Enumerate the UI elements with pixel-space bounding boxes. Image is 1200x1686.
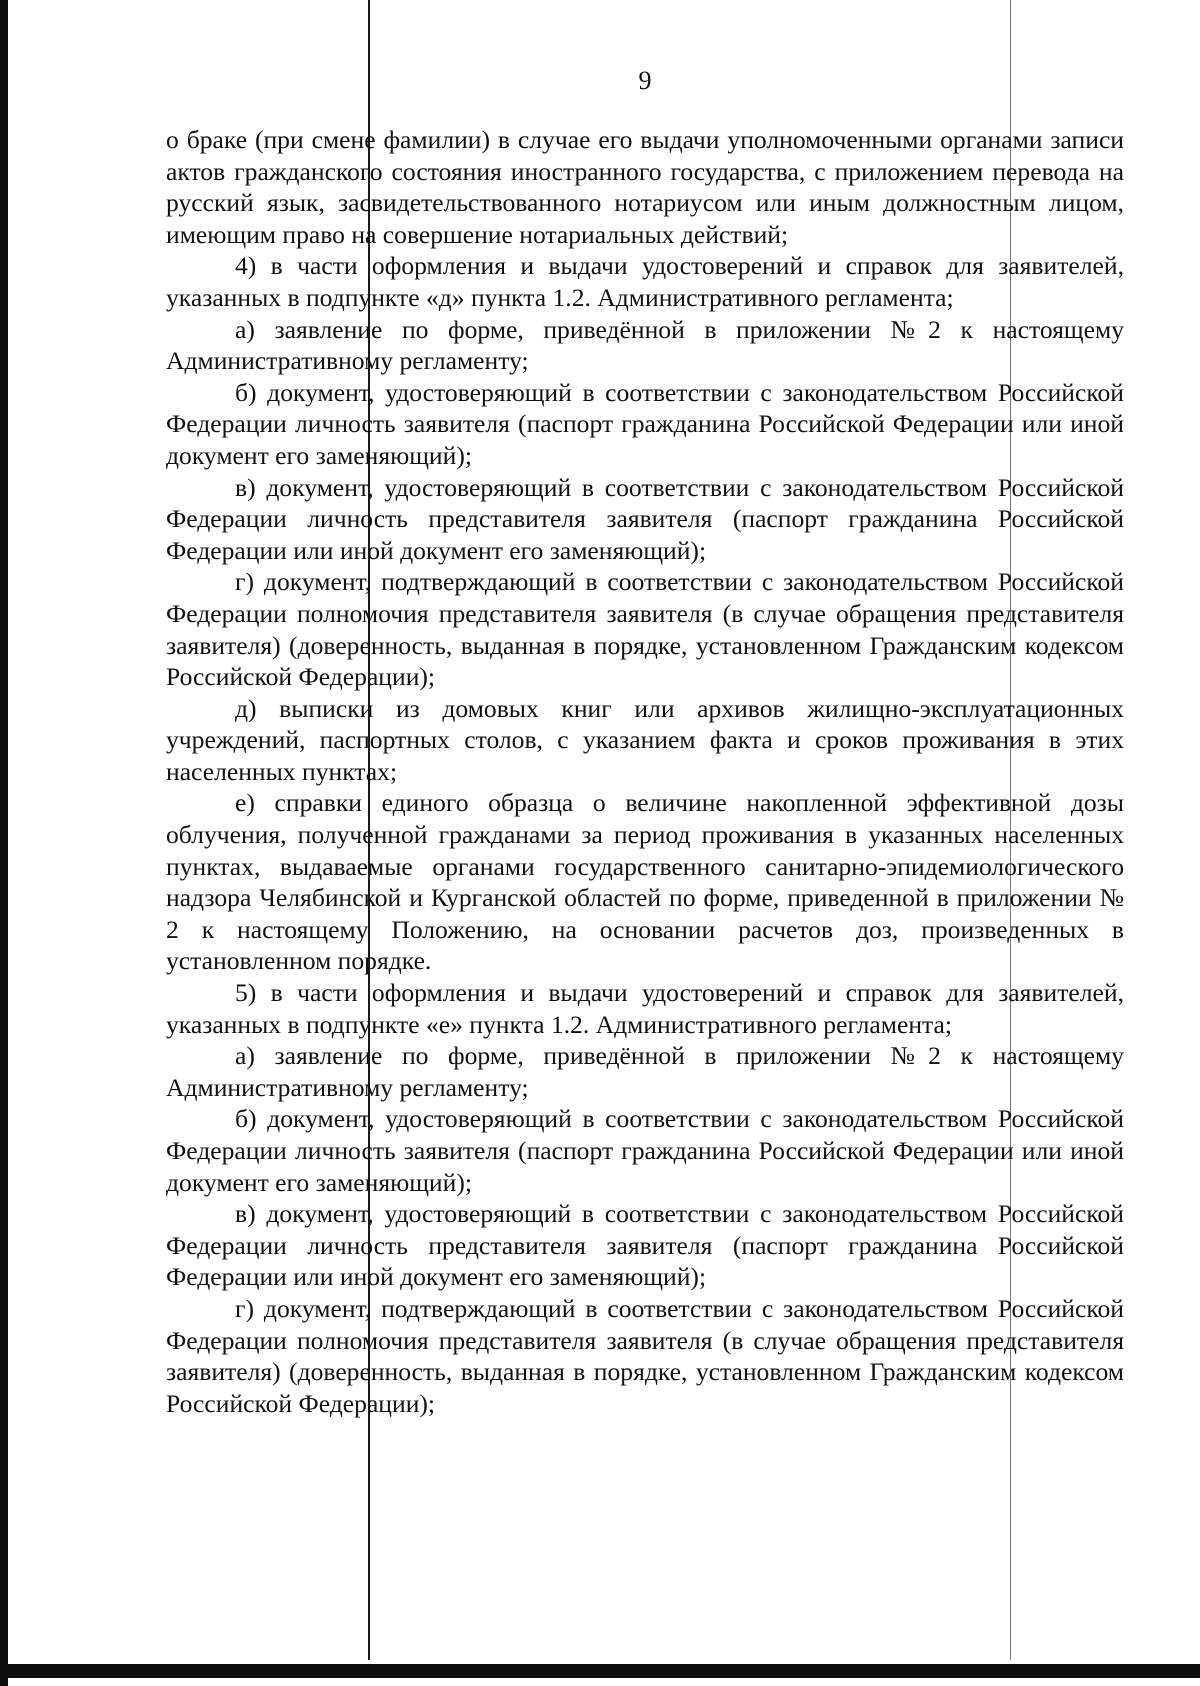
paragraph: 4) в части оформления и выдачи удостоверений и справок для заявителей, указанных в подпункте «д» пункта 1.2. Административного регламента;	[166, 251, 1124, 312]
paragraph: г) документ, подтверждающий в соответствии с законодательством Российской Федерации полномочия представителя заявителя (в случае обращения представителя заявителя) (доверенность, выданная в порядке, установленном Гражданским кодексом Российской Федерации);	[166, 567, 1124, 692]
document-body	[166, 124, 1124, 1419]
page-number: 9	[638, 66, 652, 95]
paragraph: а) заявление по форме, приведённой в приложении №2 к настоящему Административному регламенту;	[166, 314, 1124, 376]
paragraph: б) документ, удостоверяющий в соответствии с законодательством Российской Федерации личность заявителя (паспорт гражданина Российской Федерации или иной документ его заменяющий);	[166, 377, 1124, 470]
paragraph: б) документ, удостоверяющий в соответствии с законодательством Российской Федерации личность заявителя (паспорт гражданина Российской Федерации или иной документ его заменяющий);	[166, 1104, 1124, 1197]
paragraph: 5) в части оформления и выдачи удостоверений и справок для заявителей, указанных в подпункте «е» пункта 1.2. Административного регламента;	[166, 978, 1124, 1039]
paragraph: е) справки единого образца о величине накопленной эффективной дозы облучения, полученной гражданами за период проживания в указанных населенных пунктах, выдаваемые органами государственного санитарно-эпидемиологического надзора Челябинской и Курганской областей по форме, приведенной в приложении № 2 к настоящему Положению, на основании расчетов доз, произведенных в установленном порядке.	[166, 788, 1124, 976]
paragraph: а) заявление по форме, приведённой в приложении №2 к настоящему Административному регламенту;	[166, 1041, 1124, 1102]
scan-edge-shadow	[0, 0, 8, 1686]
scan-bottom-edge	[0, 1664, 1200, 1678]
paragraph: д) выписки из домовых книг или архивов жилищно-эксплуатационных учреждений, паспортных столов, с указанием факта и сроков проживания в этих населенных пунктах;	[166, 693, 1124, 786]
paragraph: о браке (при смене фамилии) в случае его выдачи уполномоченными органами записи актов гражданского состояния иностранного государства, с приложением перевода на русский язык, засвидетельствованного нотариусом или иным должностным лицом, имеющим право на совершение нотариальных действий;	[166, 125, 1124, 249]
paragraph: г) документ, подтверждающий в соответствии с законодательством Российской Федерации полномочия представителя заявителя (в случае обращения представителя заявителя) (доверенность, выданная в порядке, установленном Гражданским кодексом Российской Федерации);	[166, 1293, 1124, 1418]
paragraph: в) документ, удостоверяющий в соответствии с законодательством Российской Федерации личность представителя заявителя (паспорт гражданина Российской Федерации или иной документ его заменяющий);	[166, 1199, 1124, 1292]
paragraph: в) документ, удостоверяющий в соответствии с законодательством Российской Федерации личность представителя заявителя (паспорт гражданина Российской Федерации или иной документ его заменяющий);	[166, 472, 1124, 565]
